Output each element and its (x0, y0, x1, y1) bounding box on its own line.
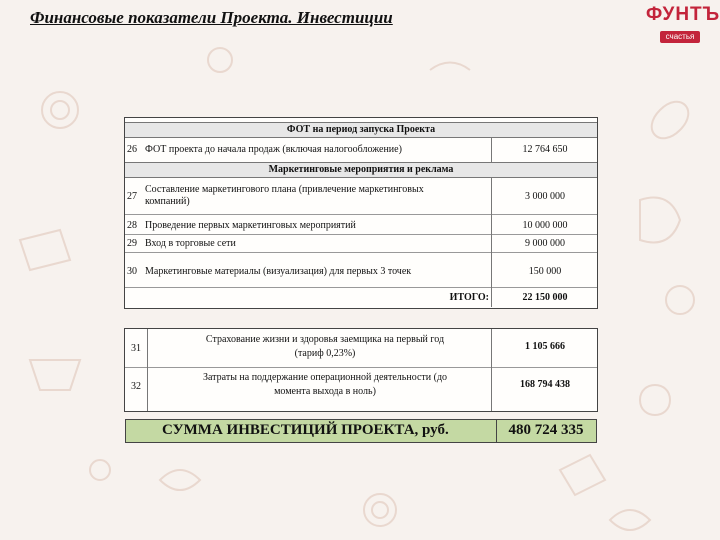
payroll-section-header: ФОТ на период запуска Проекта (125, 122, 597, 138)
row-description: Маркетинговые материалы (визуализация) для первых 3 точек (145, 266, 412, 277)
row-number: 28 (127, 220, 137, 231)
row-description-line2: (тариф 0,23%) (294, 348, 356, 359)
row-description: ФОТ проекта до начала продаж (включая налогообложение) (145, 144, 402, 155)
brand-logo (646, 4, 720, 41)
column-divider (491, 137, 492, 162)
row-value: 150 000 (528, 266, 562, 277)
row-description-line2: компаний) (145, 196, 190, 207)
row-value: 3 000 000 (525, 191, 565, 202)
column-divider (147, 329, 148, 411)
row-value: 9 000 000 (525, 238, 565, 249)
row-description-line1: Страхование жизни и здоровья заемщика на первый год (205, 334, 445, 345)
page-title: Финансовые показатели Проекта. Инвестиции (30, 8, 393, 27)
row-divider (125, 367, 597, 368)
total-value: 22 150 000 (522, 292, 568, 303)
column-divider (491, 329, 492, 411)
row-number: 32 (131, 381, 141, 392)
row-description: Проведение первых маркетинговых мероприятий (145, 220, 356, 231)
row-divider (125, 252, 597, 253)
investment-sum-label: СУММА ИНВЕСТИЦИЙ ПРОЕКТА, руб. (162, 422, 449, 438)
row-description-line1: Затраты на поддержание операционной деятельности (до (202, 372, 448, 383)
row-divider (125, 287, 597, 288)
row-value: 12 764 650 (522, 144, 568, 155)
row-description-line2: момента выхода в ноль) (274, 386, 376, 397)
row-divider (125, 214, 597, 215)
investment-sum-bar (125, 419, 597, 443)
investment-table (124, 117, 598, 309)
logo-name: ФУНТЪ (646, 4, 720, 25)
row-description-line1: Составление маркетингового плана (привлечение маркетинговых (145, 184, 424, 195)
investment-sum-value: 480 724 335 (508, 422, 584, 438)
row-divider (125, 234, 597, 235)
row-number: 27 (127, 191, 137, 202)
row-number: 26 (127, 144, 137, 155)
total-label: ИТОГО: (449, 292, 489, 303)
row-description: Вход в торговые сети (145, 238, 236, 249)
row-number: 31 (131, 343, 141, 354)
marketing-section-header: Маркетинговые мероприятия и реклама (125, 162, 597, 178)
row-value: 10 000 000 (522, 220, 568, 231)
extra-costs-table (124, 328, 598, 412)
row-value: 168 794 438 (520, 379, 570, 390)
column-divider (491, 178, 492, 307)
row-number: 30 (127, 266, 137, 277)
row-number: 29 (127, 238, 137, 249)
logo-tagline: счастья (660, 31, 701, 43)
row-value: 1 105 666 (525, 341, 565, 352)
